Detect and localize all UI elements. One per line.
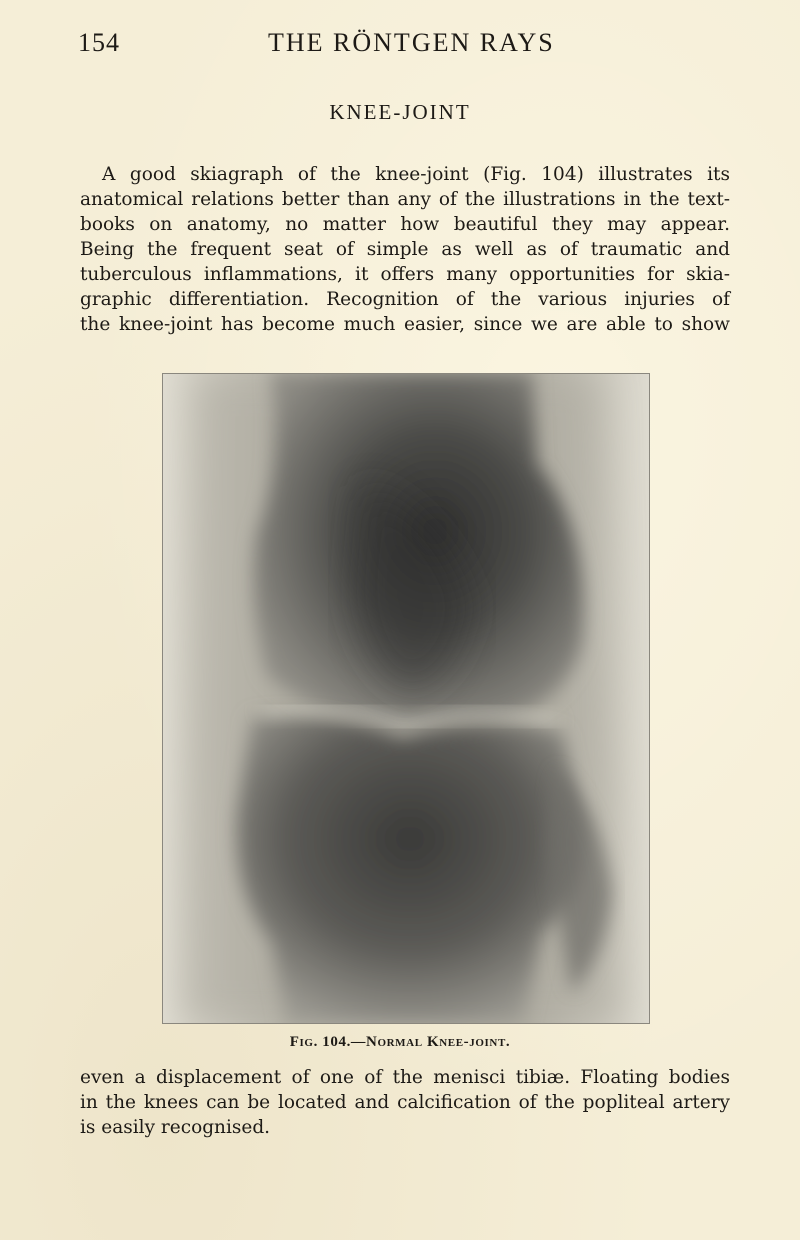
text-line: A good skiagraph of the knee-joint (Fig. 104) illustrates its xyxy=(102,164,730,185)
text-line: anatomical relations better than any of the illustrations in the text- xyxy=(80,189,730,210)
text-line: is easily recognised. xyxy=(80,1117,271,1138)
xray-figure xyxy=(162,373,650,1024)
paragraph-2 xyxy=(80,1065,730,1140)
tibia-shape xyxy=(236,716,583,1025)
running-head xyxy=(78,28,728,60)
text-line: tuberculous inflammations, it offers many opportunities for skia- xyxy=(80,264,730,285)
page-number: 154 xyxy=(78,28,120,57)
text-line: the knee-joint has become much easier, since we are able to show xyxy=(80,314,730,335)
running-title: THE RÖNTGEN RAYS xyxy=(268,28,555,57)
text-line: Being the frequent seat of simple as well as of traumatic and xyxy=(80,239,730,260)
text-line: books on anatomy, no matter how beautiful they may appear. xyxy=(80,214,730,235)
caption-text: Normal Knee-joint. xyxy=(366,1034,511,1050)
text-line: graphic differentiation. Recognition of the various injuries of xyxy=(80,289,730,310)
text-line: in the knees can be located and calcification of the popliteal artery xyxy=(80,1092,730,1113)
figure-caption xyxy=(0,1034,800,1051)
caption-dash: — xyxy=(350,1034,367,1050)
section-title: KNEE-JOINT xyxy=(329,100,471,124)
paragraph-1 xyxy=(80,162,730,337)
text-line: even a displacement of one of the menisci tibiæ. Floating bodies xyxy=(80,1067,730,1088)
knee-xray-image xyxy=(162,373,650,1024)
caption-label: Fig. 104. xyxy=(289,1034,351,1050)
